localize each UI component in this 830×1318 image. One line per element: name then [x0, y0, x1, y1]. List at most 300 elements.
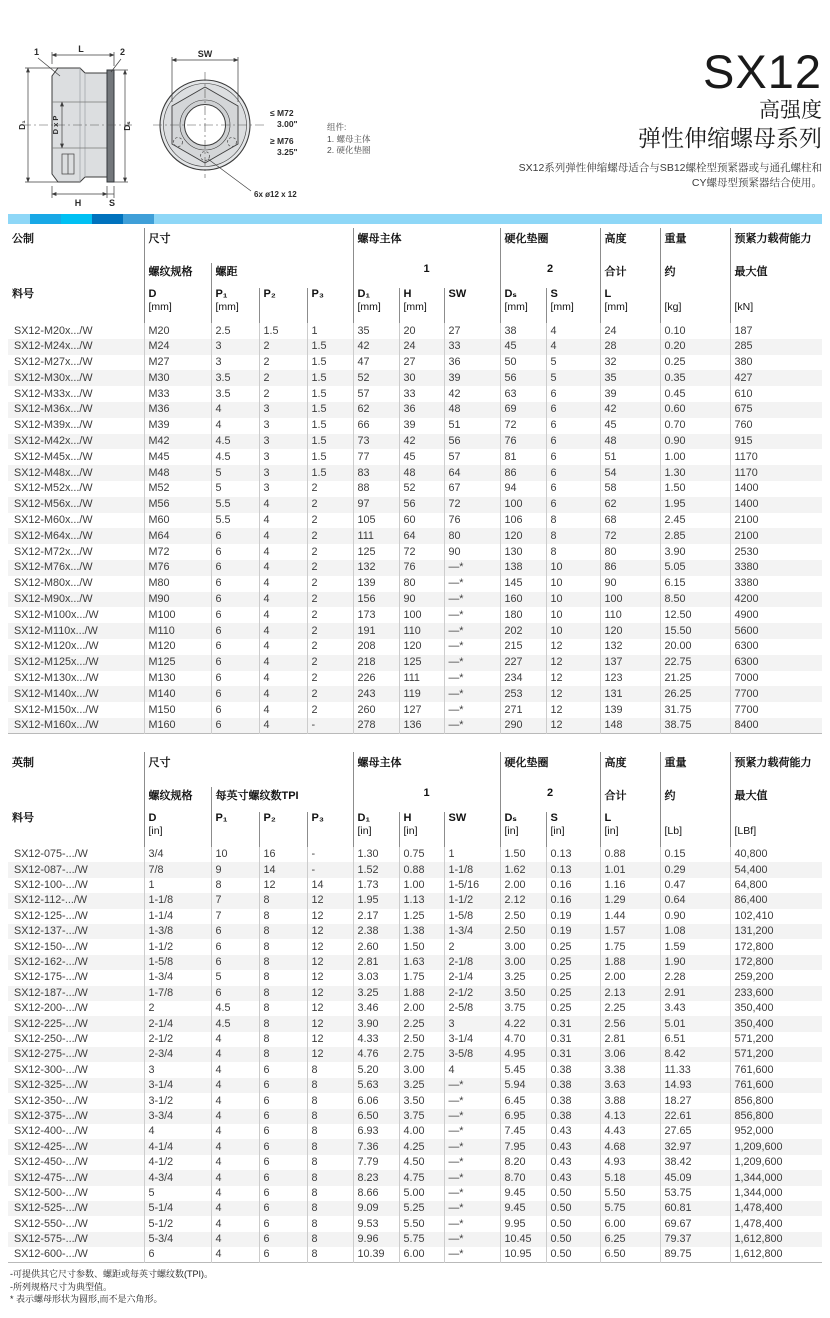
value-cell: 8 — [546, 513, 600, 529]
subgroup-max: 最大值 — [730, 263, 822, 288]
value-cell: 8 — [259, 1032, 307, 1047]
table-row — [8, 1032, 822, 1047]
value-cell: 1,344,000 — [730, 1186, 822, 1201]
value-cell: 290 — [500, 718, 546, 734]
part-number-cell: SX12-M80x.../W — [14, 577, 93, 590]
value-cell: 0.50 — [546, 1232, 600, 1247]
value-cell: 1.5 — [259, 323, 307, 339]
value-cell: 172,800 — [730, 955, 822, 970]
value-cell: 3.03 — [353, 970, 399, 985]
value-cell: 187 — [730, 323, 822, 339]
value-cell: 8 — [259, 1001, 307, 1016]
value-cell: 3-1/4 — [444, 1032, 500, 1047]
value-cell: 3.5 — [211, 386, 259, 402]
value-cell: 2 — [307, 528, 353, 544]
value-cell: 0.64 — [660, 893, 730, 908]
value-cell: 8 — [307, 1155, 353, 1170]
value-cell: 675 — [730, 402, 822, 418]
column-unit: [in] — [357, 824, 372, 837]
value-cell: 6 — [211, 623, 259, 639]
value-cell: 10 — [546, 592, 600, 608]
value-cell: 35 — [353, 323, 399, 339]
value-cell: 0.19 — [546, 909, 600, 924]
value-cell: 6 — [259, 1170, 307, 1185]
value-cell: 10 — [211, 847, 259, 862]
table-row — [8, 607, 822, 623]
table-row — [8, 986, 822, 1001]
value-cell: 10 — [546, 576, 600, 592]
table-row — [8, 955, 822, 970]
value-cell: 54,400 — [730, 862, 822, 877]
value-cell: 45 — [399, 449, 444, 465]
value-cell: 2.38 — [353, 924, 399, 939]
value-cell: 42 — [353, 339, 399, 355]
value-cell: 285 — [730, 339, 822, 355]
value-cell: 12 — [546, 686, 600, 702]
value-cell: 156 — [353, 592, 399, 608]
value-cell: 3 — [211, 355, 259, 371]
value-cell: 1.30 — [353, 847, 399, 862]
legend-item-washer: 2. 硬化垫圈 — [327, 145, 371, 155]
value-cell: 5-1/2 — [144, 1216, 211, 1231]
dim-label-L: L — [78, 44, 84, 54]
value-cell: 4 — [259, 576, 307, 592]
column-label: P₁ — [215, 812, 228, 824]
value-cell: 0.43 — [546, 1155, 600, 1170]
value-cell: 51 — [444, 418, 500, 434]
column-unit: [mm] — [504, 300, 528, 313]
subgroup-nut-number: 1 — [353, 787, 500, 812]
value-cell: 2 — [307, 655, 353, 671]
value-cell: 139 — [600, 702, 660, 718]
value-cell: 50 — [500, 355, 546, 371]
value-cell: 5.5 — [211, 497, 259, 513]
value-cell: 63 — [500, 386, 546, 402]
table-row — [8, 639, 822, 655]
value-cell: 28 — [600, 339, 660, 355]
value-cell: 260 — [353, 702, 399, 718]
value-cell: 31.75 — [660, 702, 730, 718]
value-cell: 761,600 — [730, 1078, 822, 1093]
value-cell: M140 — [144, 686, 211, 702]
value-cell: 14.93 — [660, 1078, 730, 1093]
value-cell: 7.36 — [353, 1139, 399, 1154]
part-number-cell: SX12-M160x.../W — [14, 719, 99, 732]
table-row — [8, 1001, 822, 1016]
value-cell: 1.50 — [500, 847, 546, 862]
column-header-8 — [500, 288, 546, 323]
value-cell: 4 — [211, 1078, 259, 1093]
value-cell: 88 — [353, 481, 399, 497]
technical-drawing — [18, 44, 318, 214]
value-cell: 0.75 — [399, 847, 444, 862]
value-cell: 62 — [600, 497, 660, 513]
value-cell: 2 — [444, 939, 500, 954]
column-label: D — [148, 288, 157, 300]
table-row — [8, 323, 822, 339]
column-label — [735, 812, 823, 825]
value-cell: 3 — [259, 402, 307, 418]
value-cell: 139 — [353, 576, 399, 592]
value-cell: 2 — [259, 370, 307, 386]
value-cell: 4.93 — [600, 1155, 660, 1170]
column-header-5 — [353, 812, 399, 847]
value-cell: 3380 — [730, 576, 822, 592]
value-cell: 123 — [600, 671, 660, 687]
table-row — [8, 355, 822, 371]
part-number-cell: SX12-M60x.../W — [14, 514, 93, 527]
value-cell: 0.90 — [660, 909, 730, 924]
value-cell: 1.52 — [353, 862, 399, 877]
value-cell: 7.79 — [353, 1155, 399, 1170]
value-cell: 58 — [600, 481, 660, 497]
value-cell: —* — [444, 686, 500, 702]
value-cell: M150 — [144, 702, 211, 718]
value-cell: 6.50 — [353, 1109, 399, 1124]
value-cell: 3.25 — [353, 986, 399, 1001]
value-cell: 60.81 — [660, 1201, 730, 1216]
value-cell: 6 — [211, 528, 259, 544]
value-cell: 0.43 — [546, 1124, 600, 1139]
part-number-cell: SX12-075-.../W — [14, 848, 88, 861]
subgroup-thread-spec: 螺纹规格 — [144, 263, 211, 288]
value-cell: 8 — [546, 544, 600, 560]
value-cell: 2.60 — [353, 939, 399, 954]
value-cell: 6 — [259, 1186, 307, 1201]
part-number-cell: SX12-150-.../W — [14, 940, 88, 953]
accent-bar — [8, 214, 822, 224]
value-cell: 7700 — [730, 686, 822, 702]
subgroup-approx: 约 — [660, 787, 730, 812]
value-cell: —* — [444, 1139, 500, 1154]
table-row — [8, 1062, 822, 1077]
component-legend — [327, 122, 370, 157]
value-cell: 48 — [600, 434, 660, 450]
value-cell: 136 — [399, 718, 444, 734]
value-cell: 4 — [211, 1109, 259, 1124]
column-unit: [mm] — [403, 300, 427, 313]
value-cell: 2.28 — [660, 970, 730, 985]
value-cell: 2 — [259, 355, 307, 371]
subgroup-total: 合计 — [600, 787, 660, 812]
group-header-height: 高度 — [600, 752, 660, 787]
value-cell: 86 — [500, 465, 546, 481]
part-number-cell: SX12-250-.../W — [14, 1032, 88, 1045]
value-cell: 0.43 — [546, 1170, 600, 1185]
value-cell: 215 — [500, 639, 546, 655]
table-row — [8, 1109, 822, 1124]
column-header-12 — [730, 288, 822, 323]
group-header-height: 高度 — [600, 228, 660, 263]
table-row — [8, 623, 822, 639]
table-row — [8, 939, 822, 954]
value-cell: 0.38 — [546, 1062, 600, 1077]
column-label — [665, 812, 730, 825]
value-cell: 0.10 — [660, 323, 730, 339]
value-cell: 208 — [353, 639, 399, 655]
part-number-cell: SX12-137-.../W — [14, 925, 88, 938]
part-number-cell: SX12-M150x.../W — [14, 703, 99, 716]
value-cell: 4 — [144, 1124, 211, 1139]
value-cell: 26.25 — [660, 686, 730, 702]
value-cell: 6 — [211, 702, 259, 718]
value-cell: 120 — [399, 639, 444, 655]
subtitle-series: 弹性伸缩螺母系列 — [638, 125, 822, 151]
value-cell: 2-5/8 — [444, 1001, 500, 1016]
value-cell: 22.75 — [660, 655, 730, 671]
column-header-10 — [600, 288, 660, 323]
value-cell: 1.75 — [600, 939, 660, 954]
value-cell: 6.00 — [600, 1216, 660, 1231]
value-cell: 0.16 — [546, 878, 600, 893]
value-cell: 1.5 — [307, 339, 353, 355]
dim-label-D1: D₁ — [18, 120, 27, 130]
column-label — [735, 288, 823, 301]
value-cell: 1.5 — [307, 386, 353, 402]
value-cell: 1.01 — [600, 862, 660, 877]
group-header-preload: 预紧力载荷能力 — [730, 228, 822, 263]
value-cell: 1.13 — [399, 893, 444, 908]
accent-bar-segment-1 — [30, 214, 61, 224]
column-label: 料号 — [12, 812, 34, 824]
value-cell: 3.88 — [600, 1093, 660, 1108]
value-cell: 12 — [307, 1001, 353, 1016]
value-cell: 6 — [259, 1216, 307, 1231]
value-cell: 3.25 — [500, 970, 546, 985]
value-cell: 2.00 — [600, 970, 660, 985]
value-cell: 56 — [500, 370, 546, 386]
value-cell: 145 — [500, 576, 546, 592]
value-cell: 8 — [259, 1016, 307, 1031]
value-cell: 2 — [259, 339, 307, 355]
value-cell: 1.44 — [600, 909, 660, 924]
value-cell: 5 — [546, 355, 600, 371]
table-row — [8, 718, 822, 734]
value-cell: 35 — [600, 370, 660, 386]
value-cell: 0.31 — [546, 1047, 600, 1062]
value-cell: 3 — [144, 1062, 211, 1077]
value-cell: M90 — [144, 592, 211, 608]
column-label: P₃ — [311, 288, 324, 300]
imperial-table-section — [8, 752, 822, 1263]
footnotes — [10, 1268, 213, 1306]
column-unit: [in] — [504, 824, 519, 837]
value-cell: 2 — [307, 702, 353, 718]
description-line1: SX12系列弹性伸缩螺母适合与SB12螺栓型预紧器或与通孔螺柱和 — [518, 162, 822, 174]
value-cell: 90 — [444, 544, 500, 560]
value-cell: 4.50 — [399, 1155, 444, 1170]
table-row — [8, 878, 822, 893]
part-number-cell: SX12-400-.../W — [14, 1125, 88, 1138]
value-cell: 1.30 — [660, 465, 730, 481]
value-cell: 15.50 — [660, 623, 730, 639]
column-unit — [312, 301, 353, 314]
subgroup-thread-spec: 螺纹规格 — [144, 787, 211, 812]
value-cell: 4 — [211, 418, 259, 434]
value-cell: 0.43 — [546, 1139, 600, 1154]
column-header-11 — [660, 288, 730, 323]
value-cell: 2-1/8 — [444, 955, 500, 970]
value-cell: 761,600 — [730, 1062, 822, 1077]
value-cell: 120 — [600, 623, 660, 639]
value-cell: 67 — [444, 481, 500, 497]
value-cell: 350,400 — [730, 1001, 822, 1016]
value-cell: 1.5 — [307, 465, 353, 481]
value-cell: 6 — [211, 592, 259, 608]
value-cell: 6 — [546, 449, 600, 465]
value-cell: 4 — [546, 339, 600, 355]
value-cell: 8.23 — [353, 1170, 399, 1185]
value-cell: 12 — [546, 671, 600, 687]
column-label: P₂ — [263, 812, 276, 824]
value-cell: 4 — [546, 323, 600, 339]
value-cell: 3.75 — [500, 1001, 546, 1016]
value-cell: 3.00 — [500, 939, 546, 954]
value-cell: 1-7/8 — [144, 986, 211, 1001]
value-cell: 10.39 — [353, 1247, 399, 1262]
group-header-preload: 预紧力载荷能力 — [730, 752, 822, 787]
value-cell: 38.42 — [660, 1155, 730, 1170]
value-cell: 86 — [600, 560, 660, 576]
value-cell: 4-3/4 — [144, 1170, 211, 1185]
value-cell: 106 — [500, 513, 546, 529]
value-cell: 3-1/4 — [144, 1078, 211, 1093]
value-cell: 102,410 — [730, 909, 822, 924]
value-cell: 2.50 — [399, 1032, 444, 1047]
value-cell: M56 — [144, 497, 211, 513]
value-cell: 110 — [600, 607, 660, 623]
column-label: P₁ — [215, 288, 228, 300]
value-cell: 90 — [600, 576, 660, 592]
value-cell: 56 — [444, 434, 500, 450]
value-cell: 6.45 — [500, 1093, 546, 1108]
dim-label-DxP: D x P — [51, 115, 60, 135]
value-cell: 1.5 — [307, 355, 353, 371]
value-cell: 4 — [259, 623, 307, 639]
value-cell: 12 — [307, 909, 353, 924]
column-unit: [in] — [148, 824, 163, 837]
value-cell: 21.25 — [660, 671, 730, 687]
value-cell: - — [307, 847, 353, 862]
column-header-0 — [8, 812, 144, 847]
value-cell: 9.45 — [500, 1186, 546, 1201]
value-cell: 6 — [259, 1093, 307, 1108]
value-cell: 4 — [211, 1093, 259, 1108]
column-header-11 — [660, 812, 730, 847]
table-row — [8, 576, 822, 592]
value-cell: 2.25 — [399, 1016, 444, 1031]
part-number-cell: SX12-M48x.../W — [14, 466, 93, 479]
value-cell: 6 — [211, 607, 259, 623]
column-label: S — [550, 812, 558, 824]
value-cell: 4 — [211, 1201, 259, 1216]
value-cell: 3.25 — [399, 1078, 444, 1093]
table-row — [8, 1047, 822, 1062]
value-cell: 12 — [307, 1016, 353, 1031]
value-cell: 2100 — [730, 513, 822, 529]
value-cell: 1.5 — [307, 418, 353, 434]
value-cell: 3 — [259, 449, 307, 465]
value-cell: 64,800 — [730, 878, 822, 893]
value-cell: 6 — [259, 1078, 307, 1093]
table-row — [8, 924, 822, 939]
value-cell: 6 — [211, 955, 259, 970]
part-number-cell: SX12-M42x.../W — [14, 435, 93, 448]
value-cell: 8 — [307, 1109, 353, 1124]
value-cell: 8 — [546, 528, 600, 544]
value-cell: 4.5 — [211, 1016, 259, 1031]
value-cell: 571,200 — [730, 1047, 822, 1062]
column-label: P₃ — [311, 812, 324, 824]
group-header-weight: 重量 — [660, 228, 730, 263]
value-cell: 6 — [144, 1247, 211, 1262]
value-cell: 4 — [211, 1170, 259, 1185]
value-cell: M39 — [144, 418, 211, 434]
value-cell: 80 — [399, 576, 444, 592]
table-row — [8, 1078, 822, 1093]
value-cell: —* — [444, 623, 500, 639]
part-number-cell: SX12-M45x.../W — [14, 450, 93, 463]
value-cell: —* — [444, 1155, 500, 1170]
column-header-9 — [546, 288, 600, 323]
value-cell: 7700 — [730, 702, 822, 718]
column-label: L — [604, 288, 612, 300]
column-label: S — [550, 288, 558, 300]
part-number-cell: SX12-550-.../W — [14, 1217, 88, 1230]
value-cell: 2-1/4 — [144, 1016, 211, 1031]
value-cell: 1-5/16 — [444, 878, 500, 893]
subgroup-approx: 约 — [660, 263, 730, 288]
value-cell: 4 — [259, 592, 307, 608]
part-number-cell: SX12-M30x.../W — [14, 371, 93, 384]
value-cell: —* — [444, 655, 500, 671]
value-cell: 6 — [211, 655, 259, 671]
value-cell: 8 — [259, 909, 307, 924]
column-unit: [mm] — [148, 300, 172, 313]
value-cell: 2530 — [730, 544, 822, 560]
value-cell: 3.38 — [600, 1062, 660, 1077]
value-cell: 3380 — [730, 560, 822, 576]
value-cell: 2-1/2 — [444, 986, 500, 1001]
accent-bar-segment-2 — [61, 214, 92, 224]
value-cell: 3-3/4 — [144, 1109, 211, 1124]
column-label: H — [403, 288, 412, 300]
column-header-8 — [500, 812, 546, 847]
value-cell: 5.94 — [500, 1078, 546, 1093]
value-cell: 227 — [500, 655, 546, 671]
value-cell: 6 — [259, 1232, 307, 1247]
value-cell: M60 — [144, 513, 211, 529]
value-cell: 4 — [444, 1062, 500, 1077]
part-number-cell: SX12-M33x.../W — [14, 387, 93, 400]
value-cell: —* — [444, 1186, 500, 1201]
value-cell: 6.00 — [399, 1247, 444, 1262]
value-cell: 72 — [399, 544, 444, 560]
value-cell: 0.45 — [660, 386, 730, 402]
metric-table-section — [8, 228, 822, 734]
part-number-cell: SX12-M130x.../W — [14, 672, 99, 685]
value-cell: 1.90 — [660, 955, 730, 970]
value-cell: 56 — [399, 497, 444, 513]
value-cell: 2.56 — [600, 1016, 660, 1031]
value-cell: 4 — [259, 560, 307, 576]
value-cell: 0.38 — [546, 1109, 600, 1124]
value-cell: —* — [444, 1170, 500, 1185]
value-cell: 0.31 — [546, 1016, 600, 1031]
value-cell: 1.08 — [660, 924, 730, 939]
part-number-cell: SX12-087-.../W — [14, 863, 88, 876]
column-header-10 — [600, 812, 660, 847]
